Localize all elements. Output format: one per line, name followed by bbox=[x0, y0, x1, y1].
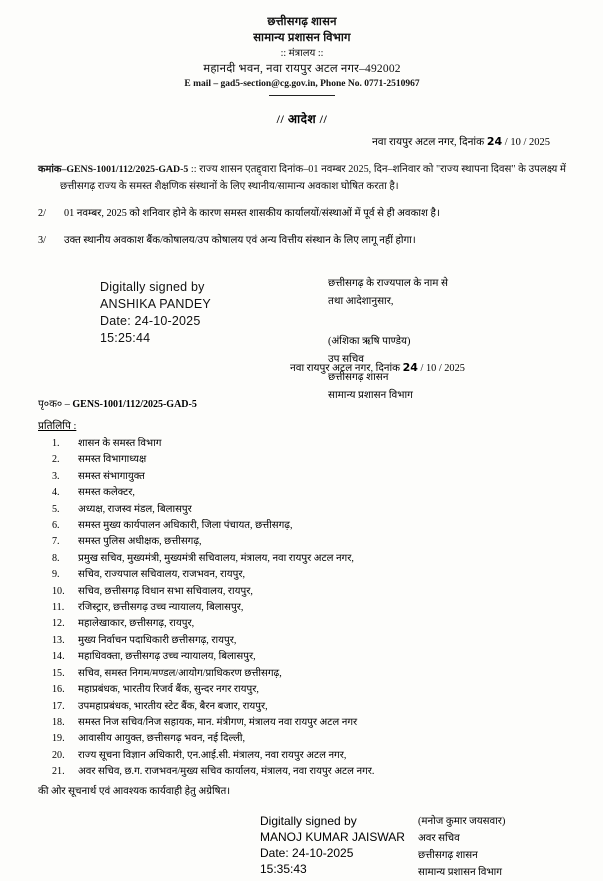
list-item-number: 5. bbox=[52, 503, 60, 515]
list-item-number: 9. bbox=[52, 569, 60, 581]
list-item-number: 2. bbox=[52, 454, 60, 466]
digital-signature-anshika-pandey bbox=[100, 279, 211, 347]
authority-line-2: तथा आदेशानुसार, bbox=[328, 296, 394, 307]
list-item-number: 17. bbox=[52, 700, 65, 712]
list-item bbox=[38, 502, 566, 518]
list-item-label: सचिव, समस्त निगम/मण्डल/आयोग/प्राधिकरण छत्तीसगढ़, bbox=[78, 667, 282, 679]
list-item-label: समस्त संभागायुक्त bbox=[78, 470, 145, 482]
clause-3-number: 3/ bbox=[38, 235, 46, 246]
list-item-label: सचिव, राज्यपाल सचिवालय, राजभवन, रायपुर, bbox=[78, 569, 245, 581]
list-item-number: 18. bbox=[52, 716, 65, 728]
list-item bbox=[38, 436, 566, 452]
signature-2-line-3: Date: 24-10-2025 bbox=[260, 845, 354, 860]
footer-ref-value: GENS-1001/112/2025-GAD-5 bbox=[72, 399, 197, 410]
list-item bbox=[38, 633, 566, 649]
list-item-label: अवर सचिव, छ.ग. राजभवन/मुख्य सचिव कार्यालय, मंत्रालय, नवा रायपुर अटल नगर. bbox=[78, 766, 375, 778]
list-item bbox=[38, 584, 566, 600]
dateline-place: नवा रायपुर अटल नगर, दिनांक bbox=[371, 137, 485, 148]
list-item-label: समस्त निज सचिव/निज सहायक, मान. मंत्रीगण, मंत्रालय नवा रायपुर अटल नगर bbox=[78, 716, 358, 728]
list-item-label: महाधिवक्ता, छत्तीसगढ़ उच्च न्यायालय, बिलासपुर, bbox=[78, 651, 256, 663]
list-item-number: 11. bbox=[52, 602, 65, 614]
list-item bbox=[38, 469, 566, 485]
reference-number: कमांक–GENS-1001/112/2025-GAD-5 bbox=[38, 164, 189, 175]
list-item bbox=[38, 567, 566, 583]
closing-line: की ओर सूचनार्थ एवं आवश्यक कार्यवाही हेतु अग्रेषित। bbox=[38, 785, 231, 797]
list-item bbox=[38, 699, 566, 715]
list-item-label: आवासीय आयुक्त, छत्तीसगढ़ भवन, नई दिल्ली, bbox=[78, 733, 246, 745]
list-item-number: 19. bbox=[52, 733, 65, 745]
list-item-number: 4. bbox=[52, 487, 60, 499]
header-line-department: सामान्य प्रशासन विभाग bbox=[253, 32, 351, 44]
list-item-label: अध्यक्ष, राजस्व मंडल, बिलासपुर bbox=[78, 503, 192, 515]
list-item-label: शासन के समस्त विभाग bbox=[78, 438, 162, 449]
list-item-number: 16. bbox=[52, 684, 65, 696]
signature-2-line-2: MANOJ KUMAR JAISWAR bbox=[260, 829, 405, 844]
document-header bbox=[38, 14, 566, 127]
bottom-authority-block bbox=[418, 813, 505, 881]
main-paragraph-text: :: राज्य शासन एतद्द्वारा दिनांक–01 नवम्बर 2025, दिन–शनिवार को "राज्य स्थापना दिवस" के उपलक्ष्य में छत्तीसगढ़ राज्य के समस्त शैक्षणिक संस्थानों के लिए स्थानीय/सामान्य अवकाश घोषित करता है। bbox=[60, 164, 567, 192]
signature-1-line-4: 15:25:44 bbox=[100, 331, 151, 345]
clause-3-text: उक्त स्थानीय अवकाश बैंक/कोषालय/उप कोषालय एवं अन्य वित्तीय संस्थान के लिए लागू नहीं होगा। bbox=[64, 235, 416, 246]
clause-2-number: 2/ bbox=[38, 208, 46, 219]
signature-2-line-1: Digitally signed by bbox=[260, 813, 357, 828]
signature-area-bottom bbox=[38, 813, 566, 881]
authority-block bbox=[328, 275, 448, 405]
copy-list bbox=[38, 436, 566, 781]
dateline bbox=[38, 135, 566, 149]
list-item-number: 13. bbox=[52, 634, 65, 646]
footer-dateline bbox=[290, 359, 465, 377]
list-item bbox=[38, 485, 566, 501]
authority-name: (अंशिका ऋषि पाण्डेय) bbox=[328, 336, 411, 347]
bottom-authority-designation-2: छत्तीसगढ़ शासन bbox=[418, 849, 478, 861]
list-item bbox=[38, 666, 566, 682]
main-paragraph bbox=[38, 161, 566, 195]
list-item-label: रजिस्ट्रार, छत्तीसगढ़ उच्च न्यायालय, बिलासपुर, bbox=[78, 602, 244, 614]
bottom-authority-designation-1: अवर सचिव bbox=[418, 832, 460, 844]
signature-2-line-4: 15:35:43 bbox=[260, 861, 307, 876]
header-divider bbox=[269, 95, 335, 96]
list-item bbox=[38, 452, 566, 468]
clause-2 bbox=[38, 205, 566, 222]
footer-dateline-day: 24 bbox=[402, 361, 418, 374]
list-item-number: 21. bbox=[52, 766, 65, 778]
list-item-label: राज्य सूचना विज्ञान अधिकारी, एन.आई.सी. मंत्रालय, नवा रायपुर अटल नगर, bbox=[78, 749, 347, 761]
list-item-number: 10. bbox=[52, 585, 65, 597]
signature-1-line-1: Digitally signed by bbox=[100, 280, 205, 294]
footer-dateline-place: नवा रायपुर अटल नगर, दिनांक bbox=[290, 363, 401, 374]
list-item bbox=[38, 715, 566, 731]
header-line-address: महानदी भवन, नवा रायपुर अटल नगर–492002 bbox=[203, 63, 401, 75]
list-item bbox=[38, 534, 566, 550]
header-line-ministry: :: मंत्रालय :: bbox=[280, 48, 324, 59]
list-item-number: 6. bbox=[52, 520, 60, 532]
list-item-label: समस्त विभागाध्यक्ष bbox=[78, 454, 147, 466]
signature-1-line-3: Date: 24-10-2025 bbox=[100, 314, 201, 328]
footer-dateline-rest: / 10 / 2025 bbox=[420, 363, 465, 374]
list-item-number: 7. bbox=[52, 536, 60, 548]
bottom-authority-name: (मनोज कुमार जयसवार) bbox=[418, 815, 506, 827]
list-item-label: उपमहाप्रबंधक, भारतीय स्टेट बैंक, बैरन बजार, रायपुर, bbox=[78, 700, 268, 712]
footer-ref-prefix: पृ०क० – bbox=[38, 399, 70, 410]
list-item bbox=[38, 616, 566, 632]
dateline-day: 24 bbox=[486, 135, 503, 148]
list-item-number: 15. bbox=[52, 667, 65, 679]
list-item-label: समस्त कलेक्टर, bbox=[78, 487, 135, 499]
list-item-number: 14. bbox=[52, 651, 65, 663]
list-item bbox=[38, 649, 566, 665]
authority-designation-3: सामान्य प्रशासन विभाग bbox=[328, 390, 413, 401]
list-item bbox=[38, 731, 566, 747]
list-item-number: 3. bbox=[52, 470, 60, 482]
list-item bbox=[38, 551, 566, 567]
copy-list-title: प्रतिलिपि : bbox=[38, 421, 77, 432]
document-content bbox=[38, 14, 566, 881]
list-item-label: महालेखाकार, छत्तीसगढ़, रायपुर, bbox=[78, 618, 195, 630]
list-item-label: मुख्य निर्वाचन पदाधिकारी छत्तीसगढ़, रायपुर, bbox=[78, 634, 237, 646]
list-item bbox=[38, 682, 566, 698]
list-item bbox=[38, 600, 566, 616]
bottom-authority-designation-3: सामान्य प्रशासन विभाग bbox=[418, 866, 503, 878]
dateline-rest: / 10 / 2025 bbox=[504, 137, 550, 148]
list-item-number: 1. bbox=[52, 438, 60, 449]
list-item-label: समस्त मुख्य कार्यपालन अधिकारी, जिला पंचायत, छत्तीसगढ़, bbox=[78, 520, 293, 532]
list-item-label: महाप्रबंधक, भारतीय रिजर्व बैंक, सुन्दर नगर रायपुर, bbox=[78, 684, 259, 696]
list-item-label: सचिव, छत्तीसगढ़ विधान सभा सचिवालय, रायपुर, bbox=[78, 585, 253, 597]
authority-designation-2: छत्तीसगढ़ शासन bbox=[328, 372, 389, 383]
signature-1-line-2: ANSHIKA PANDEY bbox=[100, 297, 211, 311]
list-item-label: प्रमुख सचिव, मुख्यमंत्री, मुख्यमंत्री सचिवालय, मंत्रालय, नवा रायपुर अटल नगर, bbox=[78, 552, 354, 564]
clause-3 bbox=[38, 232, 566, 249]
header-line-government: छत्तीसगढ़ शासन bbox=[267, 16, 337, 28]
list-item-label: समस्त पुलिस अधीक्षक, छत्तीसगढ़, bbox=[78, 536, 202, 548]
list-item bbox=[38, 764, 566, 780]
digital-signature-manoj-kumar-jaiswar bbox=[260, 813, 405, 877]
list-item-number: 8. bbox=[52, 552, 60, 564]
list-item-number: 12. bbox=[52, 618, 65, 630]
list-item-number: 20. bbox=[52, 749, 65, 761]
list-item bbox=[38, 748, 566, 764]
authority-line-1: छत्तीसगढ़ के राज्यपाल के नाम से bbox=[328, 278, 448, 289]
authority-designation-1: उप सचिव bbox=[328, 354, 364, 365]
header-line-email: E mail – gad5-section@cg.gov.in, Phone No. 0771-2510967 bbox=[184, 79, 420, 89]
list-item bbox=[38, 518, 566, 534]
order-title: // आदेश // bbox=[276, 112, 328, 126]
signature-area-top bbox=[38, 275, 566, 401]
clause-2-text: 01 नवम्बर, 2025 को शनिवार होने के कारण समस्त शासकीय कार्यालयों/संस्थाओं में पूर्व से ही अवकाश है। bbox=[64, 208, 440, 219]
